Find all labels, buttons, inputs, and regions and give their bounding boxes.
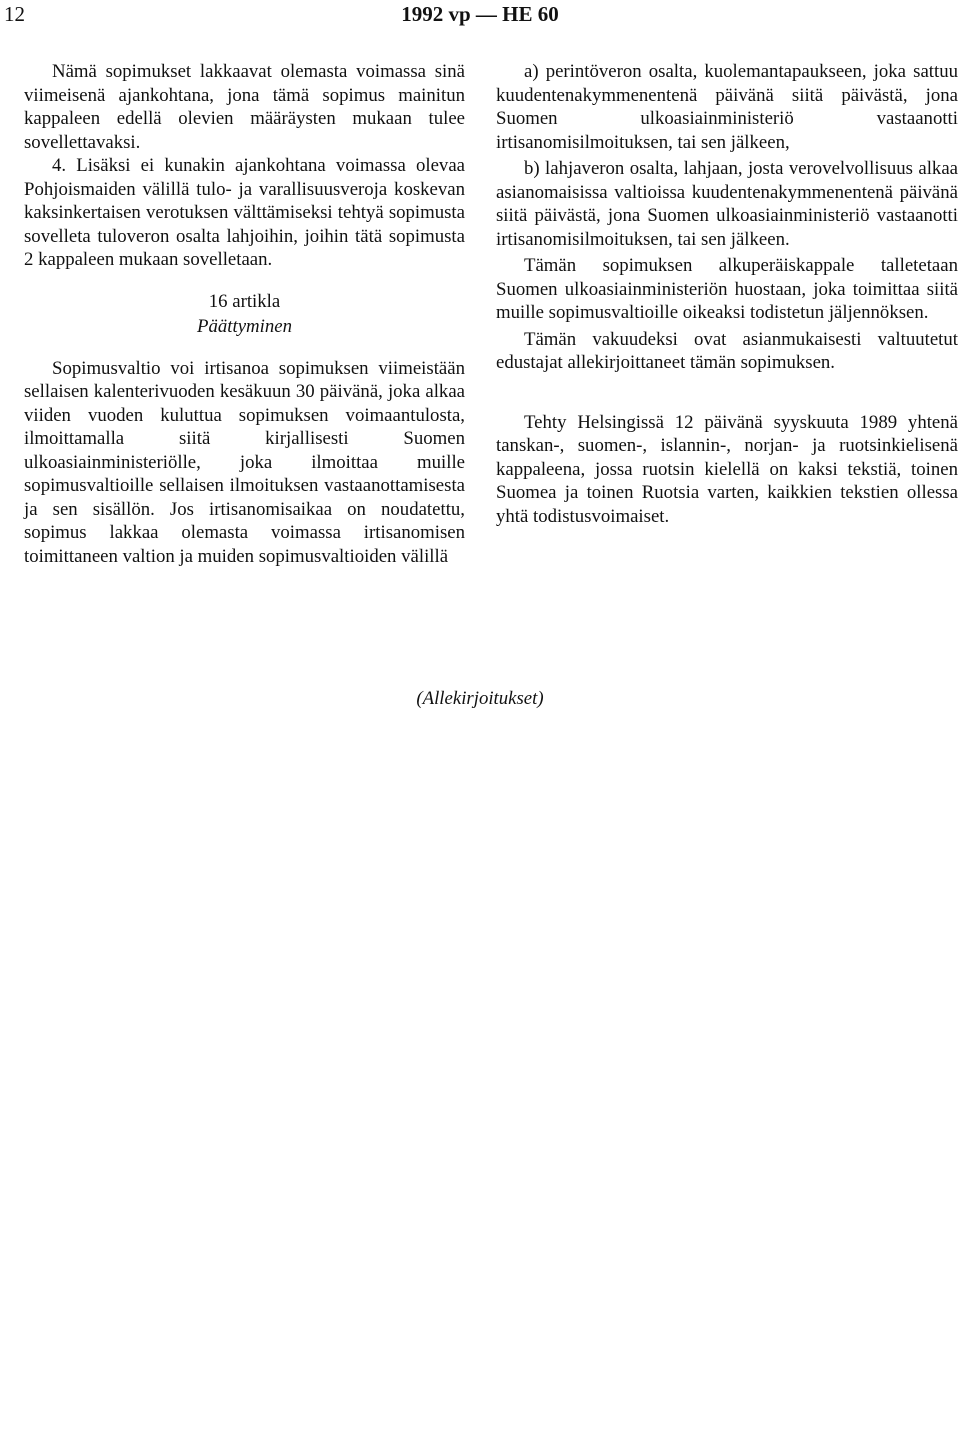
paragraph-witness: Tämän vakuudeksi ovat asianmukaisesti valtuutetut edustajat allekirjoittaneet tämän sopimuksen. (496, 328, 958, 373)
page-header (0, 0, 960, 30)
article-number: 16 artikla (208, 290, 281, 312)
paragraph-original-deposit: Tämän sopimuksen alkuperäiskappale talletetaan Suomen ulkoasiainministeriön huostaan, joka toimittaa siitä muille sopimusvaltioille oikeaksi todistetun jäljennöksen. (496, 255, 958, 323)
signatures-note: (Allekirjoitukset) (416, 688, 544, 709)
paragraph-termination: Sopimusvaltio voi irtisanoa sopimuksen viimeistään sellaisen kalenterivuoden kesäkuun 30 päivänä, joka alkaa viiden vuoden kuluttua sopimuksen voimaantulosta, ilmoittamalla siitä kirjallisesti Suomen ulkoasiainministeriölle, joka ilmoittaa muille sopimusvaltioille sellaisen ilmoituksen vastaanottamisesta ja sen sisällön. Jos irtisanomisaikaa on noudatettu, sopimus lakkaa olemasta voimassa irtisanomisen toimittaneen valtion ja muiden sopimusvaltioiden välillä (24, 357, 465, 567)
item-b-gift-tax: b) lahjaveron osalta, lahjaan, josta verovelvollisuus alkaa asianomaisissa valtioissa kuudentenakymmenentenä päivänä siitä päivästä, jona Suomen ulkoasiainministeriö vastaanotti irtisanomisilmoituksen, tai sen jälkeen. (496, 158, 958, 250)
running-title: 1992 vp — HE 60 (401, 2, 559, 26)
right-column (496, 60, 958, 528)
page-number: 12 (4, 2, 25, 26)
paragraph-done-at: Tehty Helsingissä 12 päivänä syyskuuta 1989 yhtenä tanskan-, suomen-, islannin-, norjan- ja ruotsinkielisenä kappaleena, jossa ruotsin kielellä on kaksi tekstiä, toinen Suomea ja toinen Ruotsia varten, kaikkien tekstien ollessa yhtä todistusvoimaiset. (496, 411, 958, 527)
paragraph-agreements-cease: Nämä sopimukset lakkaavat olemasta voimassa sinä viimeisenä ajankohtana, jona tämä sopimus mainitun kappaleen edellä olevien määräysten mukaan tulee sovellettavaksi. (24, 61, 465, 153)
left-column (24, 60, 465, 568)
article-title: Päättyminen (197, 316, 292, 337)
paragraph-section-4: 4. Lisäksi ei kunakin ajankohtana voimassa olevaa Pohjoismaiden välillä tulo- ja varallisuusveroja koskevan kaksinkertaisen verotuksen välttämiseksi tehtyä sopimusta sovelleta tuloveron osalta lahjoihin, joihin tätä sopimusta 2 kappaleen mukaan sovelletaan. (24, 155, 465, 270)
item-a-inheritance-tax: a) perintöveron osalta, kuolemantapaukseen, joka sattuu kuudentenakymmenentenä päivänä siitä päivästä, jona Suomen ulkoasiainministeriö vastaanotti irtisanomisilmoituksen, tai sen jälkeen, (496, 61, 958, 153)
